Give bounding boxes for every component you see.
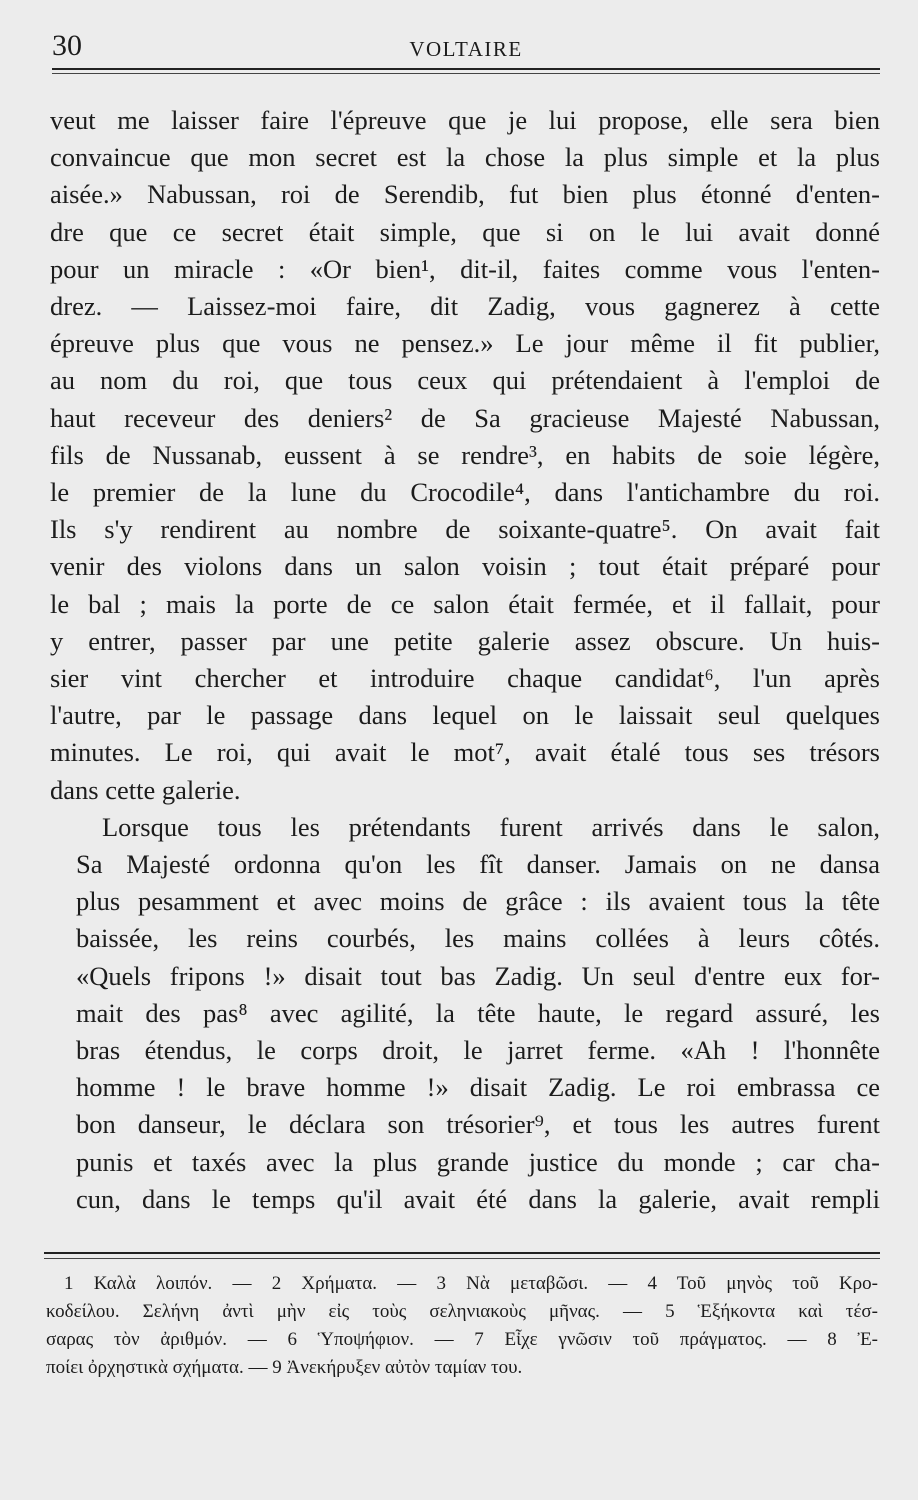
text-line: baissée, les reins courbés, les mains collées à leurs côtés. [76, 923, 880, 954]
text-line: mait des pas⁸ avec agilité, la tête haute, le regard assuré, les [76, 997, 880, 1028]
footnote-line: 1 Καλὰ λοιπόν. — 2 Χρήματα. — 3 Νὰ μεταβῶσι. — 4 Τοῦ μηνὸς τοῦ Κρο- [64, 1273, 878, 1294]
footnote-rule-thin [44, 1258, 880, 1259]
text-line: Sa Majesté ordonna qu'on les fît danser. Jamais on ne dansa [76, 849, 880, 880]
paragraph-1 [50, 102, 880, 809]
text-line: y entrer, passer par une petite galerie assez obscure. Un huis- [50, 625, 880, 656]
running-head: VOLTAIRE [409, 37, 523, 61]
text-line: Ils s'y rendirent au nombre de soixante-quatre⁵. On avait fait [50, 514, 880, 545]
paragraph-2 [50, 809, 880, 1218]
text-line: le premier de la lune du Crocodile⁴, dans l'antichambre du roi. [50, 477, 880, 508]
text-line: venir des violons dans un salon voisin ; tout était préparé pour [50, 551, 880, 582]
main-text [50, 102, 880, 1218]
text-line: minutes. Le roi, qui avait le mot⁷, avait étalé tous ses trésors [50, 737, 880, 768]
text-line: Lorsque tous les prétendants furent arrivés dans le salon, [102, 811, 880, 842]
text-line: haut receveur des deniers² de Sa gracieuse Majesté Nabussan, [50, 402, 880, 433]
page-number: 30 [52, 29, 82, 62]
text-line: le bal ; mais la porte de ce salon était fermée, et il fallait, pour [50, 588, 880, 619]
text-line: homme ! le brave homme !» disait Zadig. Le roi embrassa ce [76, 1072, 880, 1103]
page-header [52, 28, 880, 68]
text-line: aisée.» Nabussan, roi de Serendib, fut bien plus étonné d'enten- [50, 179, 880, 210]
text-line: bras étendus, le corps droit, le jarret ferme. «Ah ! l'honnête [76, 1035, 880, 1066]
text-line: bon danseur, le déclara son trésorier⁹, et tous les autres furent [76, 1109, 880, 1140]
text-line: punis et taxés avec la plus grande justice du monde ; car cha- [76, 1146, 880, 1177]
header-rule [52, 68, 880, 70]
text-line: dans cette galerie. [50, 774, 241, 805]
text-line: au nom du roi, que tous ceux qui prétendaient à l'emploi de [50, 365, 880, 396]
footnotes [46, 1270, 878, 1382]
text-line: l'autre, par le passage dans lequel on le laissait seul quelques [50, 700, 880, 731]
text-line: sier vint chercher et introduire chaque candidat⁶, l'un après [50, 663, 880, 694]
footnote-line: ποίει ὀρχηστικὰ σχήματα. — 9 Ἀνεκήρυξεν αὐτὸν ταμίαν του. [46, 1357, 523, 1378]
text-line: pour un miracle : «Or bien¹, dit-il, faites comme vous l'enten- [50, 253, 880, 284]
text-line: «Quels fripons !» disait tout bas Zadig. Un seul d'entre eux for- [76, 960, 880, 991]
text-line: fils de Nussanab, eussent à se rendre³, en habits de soie légère, [50, 439, 880, 470]
footnote-line: σαρας τὸν ἀριθμόν. — 6 Ὑποψήφιον. — 7 Εἶχε γνῶσιν τοῦ πράγματος. — 8 Ἐ- [46, 1329, 878, 1350]
text-line: convaincue que mon secret est la chose la plus simple et la plus [50, 142, 880, 173]
text-line: épreuve plus que vous ne pensez.» Le jour même il fit publier, [50, 328, 880, 359]
text-line: cun, dans le temps qu'il avait été dans la galerie, avait rempli [76, 1183, 880, 1214]
text-line: drez. — Laissez-moi faire, dit Zadig, vous gagnerez à cette [50, 291, 880, 322]
footnote-line: κοδείλου. Σελήνη ἀντὶ μὴν εἰς τοὺς σεληνιακοὺς μῆνας. — 5 Ἑξήκοντα καὶ τέσ- [46, 1301, 878, 1322]
text-line: plus pesamment et avec moins de grâce : ils avaient tous la tête [76, 886, 880, 917]
text-line: dre que ce secret était simple, que si on le lui avait donné [50, 216, 880, 247]
footnote-rule [44, 1252, 880, 1254]
text-line: veut me laisser faire l'épreuve que je lui propose, elle sera bien [50, 105, 880, 135]
header-rule-thin [52, 73, 880, 74]
